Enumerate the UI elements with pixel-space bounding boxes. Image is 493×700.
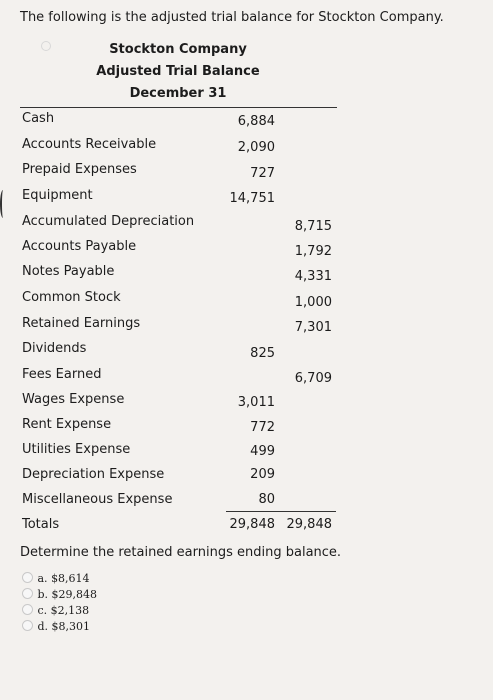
debit-value: 209 [250,467,275,482]
account-label: Depreciation Expense [22,467,165,482]
debit-value: 825 [250,346,275,361]
intro-text: The following is the adjusted trial balance for Stockton Company. [20,10,444,25]
debit-value: 14,751 [229,191,275,206]
table-row [20,316,340,334]
account-label: Rent Expense [22,417,112,432]
account-label: Wages Expense [22,392,125,407]
option-letter: d. [37,620,49,633]
account-label: Equipment [22,188,93,203]
account-label: Dividends [22,341,87,356]
credit-value: 7,301 [294,320,332,335]
table-row [20,367,340,385]
account-label: Prepaid Expenses [22,162,137,177]
account-label: Fees Earned [22,367,102,382]
account-label: Notes Payable [22,264,115,279]
statement-title: Adjusted Trial Balance [96,64,260,79]
table-row [20,239,340,257]
table-row [20,392,340,410]
table-row [20,214,340,232]
company-name: Stockton Company [109,42,247,57]
question-text: Determine the retained earnings ending balance. [20,545,342,560]
debit-value: 3,011 [237,395,275,410]
option-text: $8,301 [51,620,91,633]
radio-button[interactable] [22,620,33,631]
option-text: $8,614 [51,572,90,585]
account-label: Totals [22,517,60,532]
table-row [20,341,340,359]
table-row [20,442,340,460]
statement-date: December 31 [129,86,227,101]
table-row [20,137,340,155]
option-letter: c. [37,604,48,617]
account-label: Retained Earnings [22,316,141,331]
debit-value: 727 [250,166,275,181]
debit-total: 29,848 [229,517,275,532]
option-text: $29,848 [51,588,98,601]
answer-option-d[interactable] [22,620,90,633]
debit-value: 772 [250,420,275,435]
table-row [20,417,340,435]
account-label: Accumulated Depreciation [22,214,195,229]
debit-value: 6,884 [237,114,275,129]
answer-option-a[interactable] [22,572,90,585]
table-row [20,188,340,206]
table-row [20,467,340,485]
account-label: Miscellaneous Expense [22,492,173,507]
credit-value: 6,709 [294,371,332,386]
answer-option-b[interactable] [22,588,97,601]
radio-button[interactable] [22,572,33,583]
totals-row [20,517,340,535]
credit-value: 4,331 [294,269,332,284]
debit-value: 80 [258,492,275,507]
credit-value: 1,000 [294,295,332,310]
debit-value: 499 [250,444,275,459]
account-label: Cash [22,111,55,126]
table-row [20,162,340,180]
table-row [20,492,340,510]
account-label: Accounts Receivable [22,137,157,152]
option-text: $2,138 [50,604,90,617]
totals-rule [226,511,336,512]
answer-option-c[interactable] [22,604,89,617]
radio-button[interactable] [22,604,33,615]
option-letter: b. [37,588,49,601]
credit-total: 29,848 [286,517,332,532]
credit-value: 1,792 [294,244,332,259]
table-row [20,290,340,308]
radio-button[interactable] [22,588,33,599]
account-label: Common Stock [22,290,121,305]
left-margin-mark [0,190,6,218]
header-rule [20,107,337,108]
table-row [20,264,340,282]
account-label: Utilities Expense [22,442,131,457]
table-row [20,111,340,129]
option-letter: a. [37,572,48,585]
credit-value: 8,715 [294,219,332,234]
debit-value: 2,090 [237,140,275,155]
account-label: Accounts Payable [22,239,137,254]
